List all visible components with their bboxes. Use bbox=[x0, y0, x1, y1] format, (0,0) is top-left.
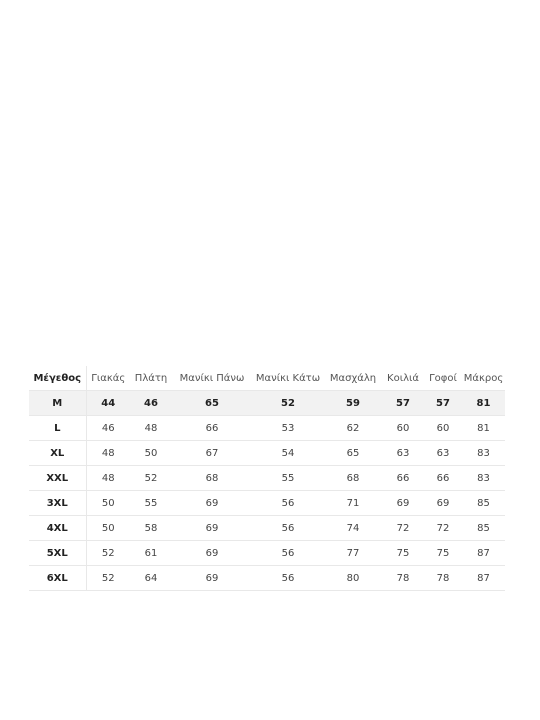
cell-hips: 69 bbox=[424, 491, 462, 516]
cell-upper-sleeve: 69 bbox=[172, 566, 252, 591]
table-row bbox=[29, 516, 505, 541]
cell-collar: 52 bbox=[86, 541, 130, 566]
cell-lower-sleeve: 54 bbox=[252, 441, 324, 466]
cell-size: 3XL bbox=[29, 491, 86, 516]
cell-armpit: 71 bbox=[324, 491, 382, 516]
cell-hips: 78 bbox=[424, 566, 462, 591]
cell-lower-sleeve: 56 bbox=[252, 566, 324, 591]
cell-belly: 60 bbox=[382, 416, 424, 441]
cell-armpit: 65 bbox=[324, 441, 382, 466]
cell-size: 4XL bbox=[29, 516, 86, 541]
table-row bbox=[29, 491, 505, 516]
cell-lower-sleeve: 55 bbox=[252, 466, 324, 491]
cell-upper-sleeve: 69 bbox=[172, 491, 252, 516]
header-upper-sleeve: Μανίκι Πάνω bbox=[172, 366, 252, 391]
cell-belly: 72 bbox=[382, 516, 424, 541]
cell-upper-sleeve: 69 bbox=[172, 541, 252, 566]
cell-length: 83 bbox=[462, 441, 505, 466]
cell-back: 55 bbox=[130, 491, 172, 516]
cell-armpit: 59 bbox=[324, 391, 382, 416]
cell-lower-sleeve: 56 bbox=[252, 491, 324, 516]
header-belly: Κοιλιά bbox=[382, 366, 424, 391]
cell-back: 48 bbox=[130, 416, 172, 441]
cell-size: XL bbox=[29, 441, 86, 466]
header-size: Μέγεθος bbox=[29, 366, 86, 391]
table-row bbox=[29, 441, 505, 466]
cell-length: 85 bbox=[462, 516, 505, 541]
cell-length: 85 bbox=[462, 491, 505, 516]
cell-length: 81 bbox=[462, 391, 505, 416]
table-row bbox=[29, 541, 505, 566]
cell-collar: 44 bbox=[86, 391, 130, 416]
cell-belly: 63 bbox=[382, 441, 424, 466]
cell-back: 52 bbox=[130, 466, 172, 491]
cell-lower-sleeve: 52 bbox=[252, 391, 324, 416]
header-armpit: Μασχάλη bbox=[324, 366, 382, 391]
cell-length: 87 bbox=[462, 566, 505, 591]
cell-hips: 63 bbox=[424, 441, 462, 466]
cell-collar: 50 bbox=[86, 491, 130, 516]
cell-size: XXL bbox=[29, 466, 86, 491]
cell-lower-sleeve: 56 bbox=[252, 516, 324, 541]
cell-lower-sleeve: 53 bbox=[252, 416, 324, 441]
cell-back: 58 bbox=[130, 516, 172, 541]
cell-upper-sleeve: 68 bbox=[172, 466, 252, 491]
cell-belly: 75 bbox=[382, 541, 424, 566]
cell-size: 5XL bbox=[29, 541, 86, 566]
cell-upper-sleeve: 67 bbox=[172, 441, 252, 466]
cell-back: 50 bbox=[130, 441, 172, 466]
cell-hips: 60 bbox=[424, 416, 462, 441]
header-hips: Γοφοί bbox=[424, 366, 462, 391]
cell-back: 61 bbox=[130, 541, 172, 566]
cell-hips: 66 bbox=[424, 466, 462, 491]
cell-collar: 50 bbox=[86, 516, 130, 541]
cell-armpit: 68 bbox=[324, 466, 382, 491]
size-chart-table bbox=[29, 366, 505, 591]
cell-lower-sleeve: 56 bbox=[252, 541, 324, 566]
cell-upper-sleeve: 66 bbox=[172, 416, 252, 441]
cell-belly: 69 bbox=[382, 491, 424, 516]
cell-hips: 57 bbox=[424, 391, 462, 416]
header-collar: Γιακάς bbox=[86, 366, 130, 391]
header-length: Μάκρος bbox=[462, 366, 505, 391]
cell-size: L bbox=[29, 416, 86, 441]
cell-size: M bbox=[29, 391, 86, 416]
cell-armpit: 74 bbox=[324, 516, 382, 541]
cell-armpit: 80 bbox=[324, 566, 382, 591]
cell-collar: 48 bbox=[86, 441, 130, 466]
cell-collar: 48 bbox=[86, 466, 130, 491]
table-row bbox=[29, 466, 505, 491]
table-row bbox=[29, 416, 505, 441]
cell-belly: 78 bbox=[382, 566, 424, 591]
table-body bbox=[29, 391, 505, 591]
cell-upper-sleeve: 65 bbox=[172, 391, 252, 416]
cell-length: 83 bbox=[462, 466, 505, 491]
cell-upper-sleeve: 69 bbox=[172, 516, 252, 541]
cell-length: 87 bbox=[462, 541, 505, 566]
cell-collar: 46 bbox=[86, 416, 130, 441]
cell-belly: 57 bbox=[382, 391, 424, 416]
cell-back: 46 bbox=[130, 391, 172, 416]
cell-hips: 72 bbox=[424, 516, 462, 541]
cell-size: 6XL bbox=[29, 566, 86, 591]
table-header-row bbox=[29, 366, 505, 391]
cell-hips: 75 bbox=[424, 541, 462, 566]
cell-collar: 52 bbox=[86, 566, 130, 591]
header-back: Πλάτη bbox=[130, 366, 172, 391]
cell-length: 81 bbox=[462, 416, 505, 441]
cell-armpit: 62 bbox=[324, 416, 382, 441]
header-lower-sleeve: Μανίκι Κάτω bbox=[252, 366, 324, 391]
cell-back: 64 bbox=[130, 566, 172, 591]
table-row bbox=[29, 566, 505, 591]
cell-belly: 66 bbox=[382, 466, 424, 491]
table-row bbox=[29, 391, 505, 416]
cell-armpit: 77 bbox=[324, 541, 382, 566]
